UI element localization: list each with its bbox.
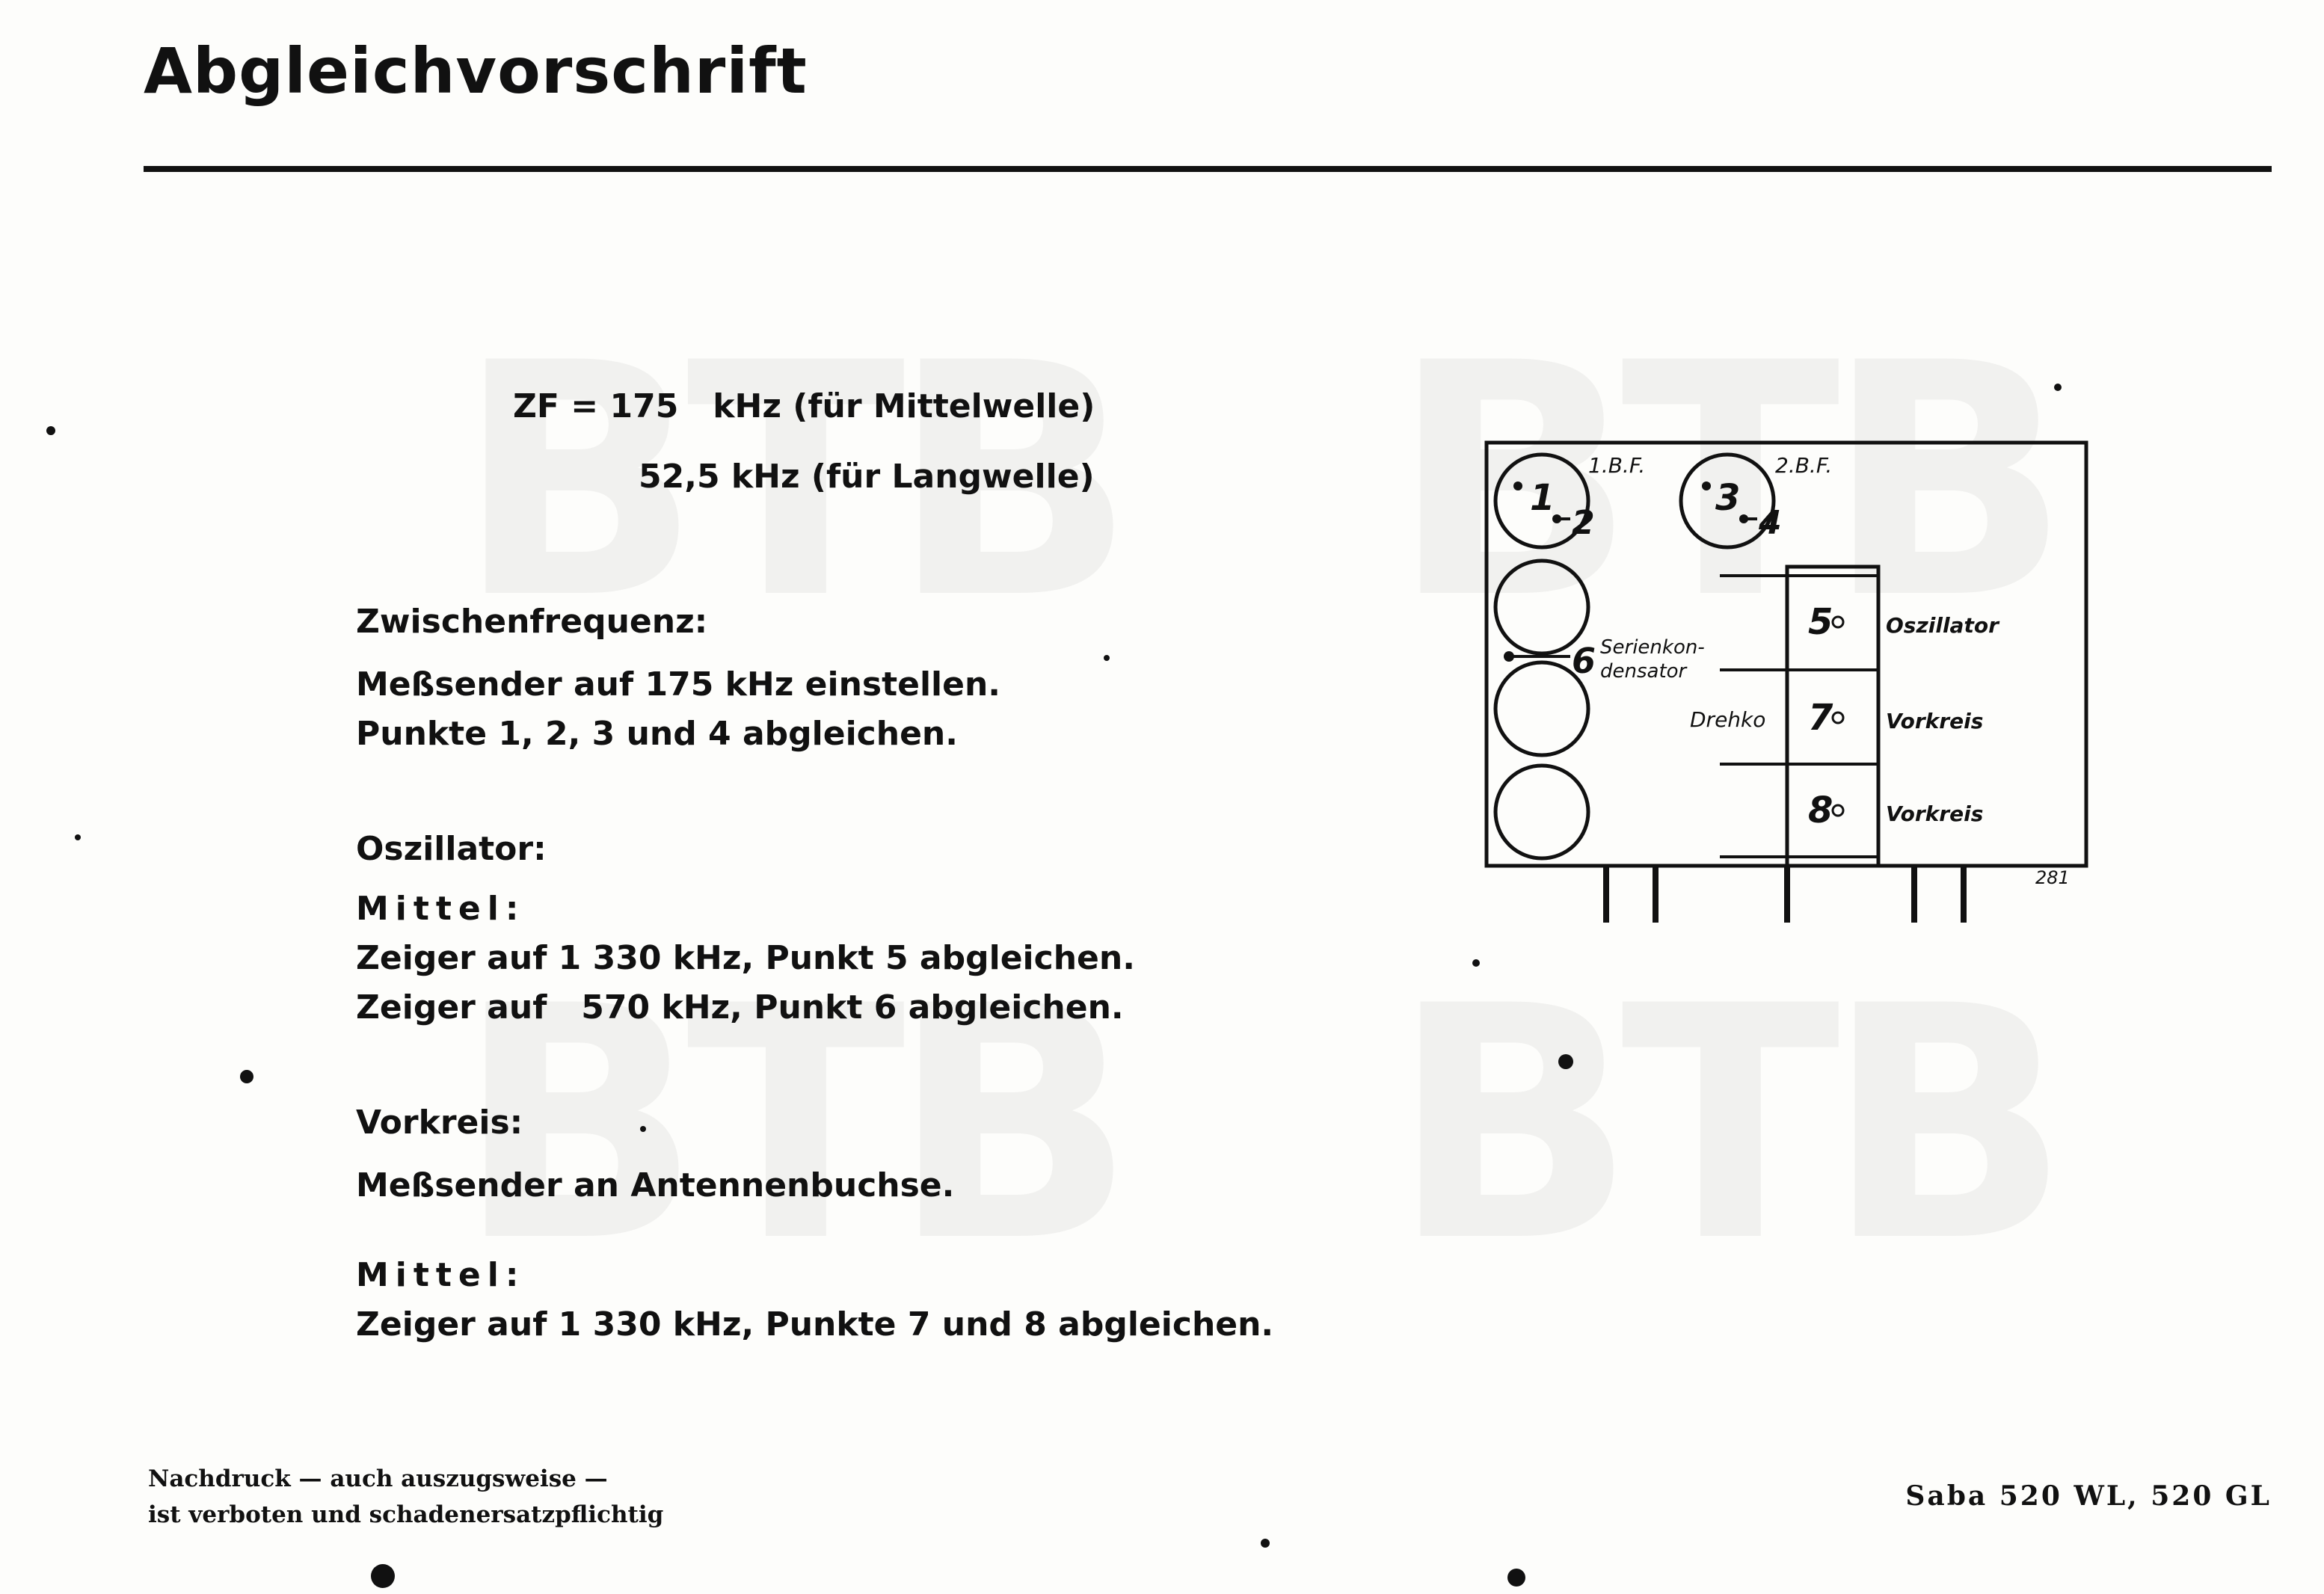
band-label-mittel: Mittel: (356, 890, 526, 928)
instruction-line: Meßsender an Antennenbuchse. (356, 1166, 955, 1204)
bf1-label: 1.B.F. (1588, 453, 1646, 478)
point-3-label: 3 (1715, 477, 1741, 519)
zf-line-1: ZF = 175 kHz (für Mittelwelle) (513, 387, 1095, 425)
instruction-line: Meßsender auf 175 kHz einstellen. (356, 665, 1000, 704)
serienkondensator-label-2: densator (1600, 660, 1687, 683)
instruction-line: Zeiger auf 1 330 kHz, Punkte 7 und 8 abgleichen. (356, 1305, 1274, 1344)
section-heading-vorkreis: Vorkreis: (356, 1104, 523, 1142)
serienkondensator-label-1: Serienkon- (1600, 636, 1705, 659)
point-8-label: 8 (1808, 790, 1833, 831)
instruction-line: Zeiger auf 570 kHz, Punkt 6 abgleichen. (356, 988, 1124, 1027)
point-2-label: 2 (1572, 504, 1595, 542)
model-designation: Saba 520 WL, 520 GL (1905, 1480, 2272, 1512)
instruction-line: Punkte 1, 2, 3 und 4 abgleichen. (356, 715, 958, 753)
point-6-label: 6 (1572, 641, 1596, 681)
vorkreis-label: Vorkreis (1886, 801, 1984, 826)
point-4-label: 4 (1759, 504, 1782, 542)
reprint-notice-line-2: ist verboten und schadenersatzpflichtig (148, 1501, 664, 1528)
zf-line-2: 52,5 kHz (für Langwelle) (639, 458, 1095, 496)
section-heading-oszillator: Oszillator: (356, 830, 547, 868)
point-7-label: 7 (1808, 697, 1833, 739)
bf2-label: 2.B.F. (1775, 453, 1833, 478)
instruction-line: Zeiger auf 1 330 kHz, Punkt 5 abgleichen. (356, 939, 1135, 977)
reprint-notice-line-1: Nachdruck — auch auszugsweise — (148, 1465, 608, 1492)
drehko-label: Drehko (1690, 707, 1766, 732)
oszillator-label: Oszillator (1886, 613, 1999, 638)
section-heading-zwischenfrequenz: Zwischenfrequenz: (356, 603, 708, 641)
page-title: Abgleichvorschrift (144, 34, 808, 108)
drawing-number: 281 (2035, 867, 2070, 888)
point-1-label: 1 (1530, 477, 1555, 519)
point-5-label: 5 (1808, 601, 1833, 643)
band-label-mittel: Mittel: (356, 1256, 526, 1294)
vorkreis-label: Vorkreis (1886, 709, 1984, 733)
